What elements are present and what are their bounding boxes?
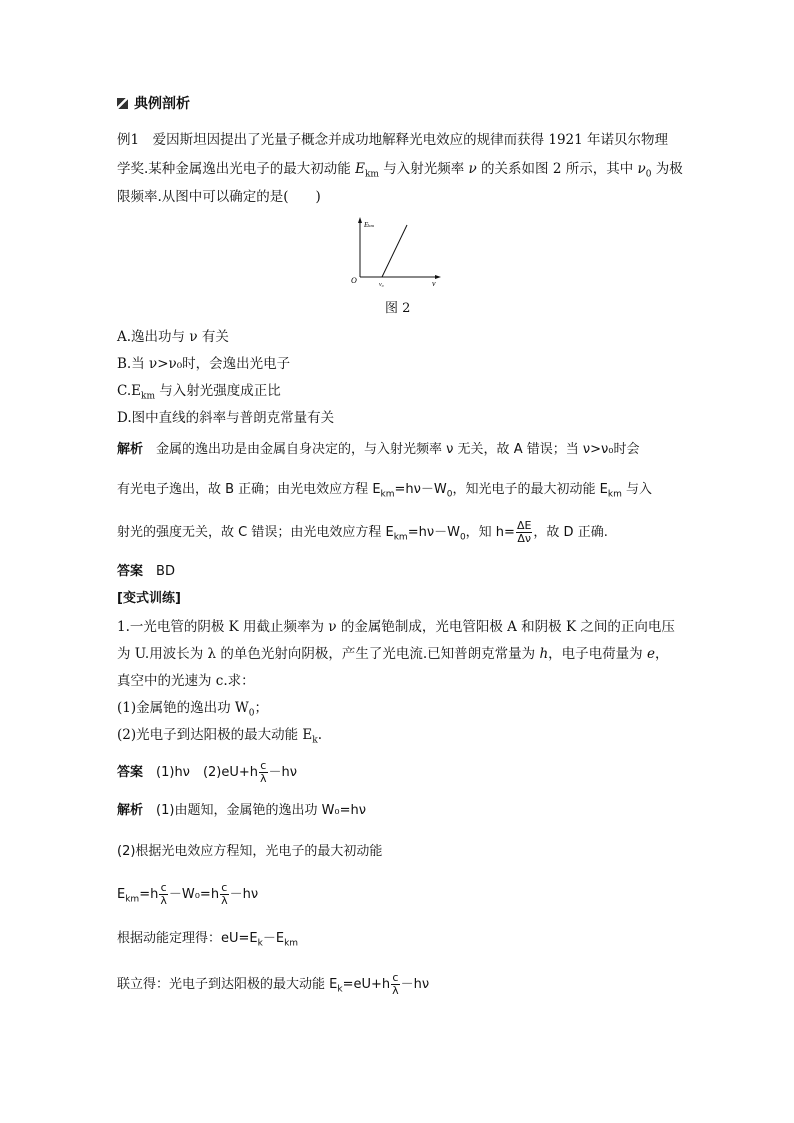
answer-value: BD [156,564,175,579]
analysis-text: =h [139,887,159,902]
analysis2-line1 [117,802,366,820]
variant-text: 为 U.用波长为 λ 的单色光射向阴极，产生了光电流.已知普朗克常量为 [117,646,540,662]
analysis-text: (1)由题知，金属铯的逸出功 W₀=hν [156,803,367,818]
example-text: 限频率.从图中可以确定的是( ) [117,189,321,205]
analysis-text: 有光电子逸出，故 B 正确；由光电效应方程 E [117,482,381,497]
subscript: km [393,532,408,543]
example-text: 学奖.某种金属逸出光电子的最大初动能 [117,161,356,177]
answer1 [117,563,175,581]
analysis-text: =hν－W [407,525,460,540]
variant-text: (1)金属铯的逸出功 W [117,700,249,716]
variant-text: (2)光电子到达阳极的最大动能 E [117,727,313,743]
subscript: km [125,894,140,905]
variant-line3: 真空中的光速为 c.求： [117,673,255,689]
subscript: km [607,489,622,500]
answer2 [117,760,297,785]
var-e: e [646,646,655,662]
analysis-label: 解析 [117,803,144,818]
analysis-text: －E [262,931,285,946]
answer-text: －hν [268,765,298,780]
option-c-text: 与入射光强度成正比 [155,383,281,399]
planck-fraction: $\frac{\Delta E}{\Delta\nu}$ [516,519,532,545]
option-b: B.当 ν>ν₀时，会逸出光电子 [117,356,291,372]
x-tick-label: ν₀ [379,282,384,288]
variant-line2 [117,645,668,663]
option-a: A.逸出功与 ν 有关 [117,329,229,345]
subscript: 0 [645,169,652,180]
analysis1-line1 [117,441,639,459]
variant-text: . [317,727,323,743]
c-over-lambda-fraction: $\frac{c}{\lambda}$ [260,759,267,785]
analysis-text: ，故 D 正确. [533,525,608,540]
variant-line1: 1.一光电管的阴极 K 用截止频率为 ν 的金属铯制成，光电管阳极 A 和阴极 K 之间的正向电压 [117,619,675,635]
example-text: 为极 [651,161,683,177]
x-axis-arrow [435,275,441,279]
example1-line1 [117,131,668,149]
analysis-text: 金属的逸出功是由金属自身决定的，与入射光频率 ν 无关，故 A 错误；当 ν>ν₀时会 [156,442,640,457]
analysis-text: －hν [400,977,430,992]
c-over-lambda-fraction: $\frac{c}{\lambda}$ [221,881,228,907]
variant-text: ， [654,646,669,662]
example-text: 的关系如图 2 所示，其中 [476,161,638,177]
variant-text: ； [254,700,269,716]
analysis-text: E [117,887,126,902]
section-title: 典例剖析 [134,96,190,112]
subscript: km [380,489,395,500]
analysis1-line3 [117,520,608,547]
answer-label: 答案 [117,765,144,780]
c-over-lambda-fraction: $\frac{c}{\lambda}$ [392,971,399,997]
subscript: km [141,391,155,402]
subscript: k [312,735,318,746]
example-text: 与入射光频率 [378,161,469,177]
analysis-text: ，知光电子的最大初动能 E [452,482,608,497]
analysis-text: 与入 [621,482,652,497]
variant-item2 [117,726,322,750]
var-e: E [355,161,365,177]
figure-caption: 图 2 [385,301,411,316]
variant-item1 [117,699,268,723]
analysis2-line5 [117,972,429,999]
subscript: km [284,938,299,949]
answer-label: 答案 [117,564,144,579]
analysis2-line2: (2)根据光电效应方程知，光电子的最大初动能 [117,844,383,859]
section-heading [117,95,190,113]
analysis-text: 根据动能定理得：eU=E [117,931,258,946]
subscript: k [337,984,343,995]
variant-text: ，电子电荷量为 [548,646,647,662]
analysis-text: －W₀=h [168,887,220,902]
example-label: 例1 [117,132,140,148]
subscript: 0 [459,532,466,543]
subscript: km [364,169,379,180]
variant-title: [变式训练] [117,591,181,606]
example-text: 爱因斯坦因提出了光量子概念并成功地解释光电效应的规律而获得 1921 年诺贝尔物理 [152,132,669,148]
var-h: h [539,646,549,662]
option-c-text: C.E [117,383,141,399]
analysis-text: 射光的强度无关，故 C 错误；由光电效应方程 E [117,525,394,540]
analysis-label: 解析 [117,442,144,457]
analysis-text: =hν－W [394,482,447,497]
var-nu0: ν [637,161,646,177]
option-d: D.图中直线的斜率与普朗克常量有关 [117,410,335,426]
option-c [117,382,281,406]
var-nu: ν [468,161,477,177]
analysis-text: ，知 h= [465,525,515,540]
subscript: k [257,938,263,949]
origin-label: O [351,276,357,285]
x-axis-label: ν [432,279,436,288]
subscript: 0 [446,489,453,500]
analysis-text: －hν [229,887,259,902]
y-axis-label: Ekm [364,221,375,229]
example1-line2 [117,160,683,184]
analysis-text: =eU+h [342,977,391,992]
section-marker-icon [117,98,128,109]
y-axis-arrow [358,217,362,223]
analysis-text: 联立得：光电子到达阳极的最大动能 E [117,977,338,992]
analysis2-line3 [117,882,258,909]
analysis1-line2 [117,481,652,504]
answer-text: (1)hν (2)eU+h [156,765,259,780]
ekm-line [382,225,407,277]
c-over-lambda-fraction: $\frac{c}{\lambda}$ [160,881,167,907]
analysis2-line4 [117,930,298,953]
example1-line3 [117,188,321,206]
subscript: 0 [248,708,255,719]
